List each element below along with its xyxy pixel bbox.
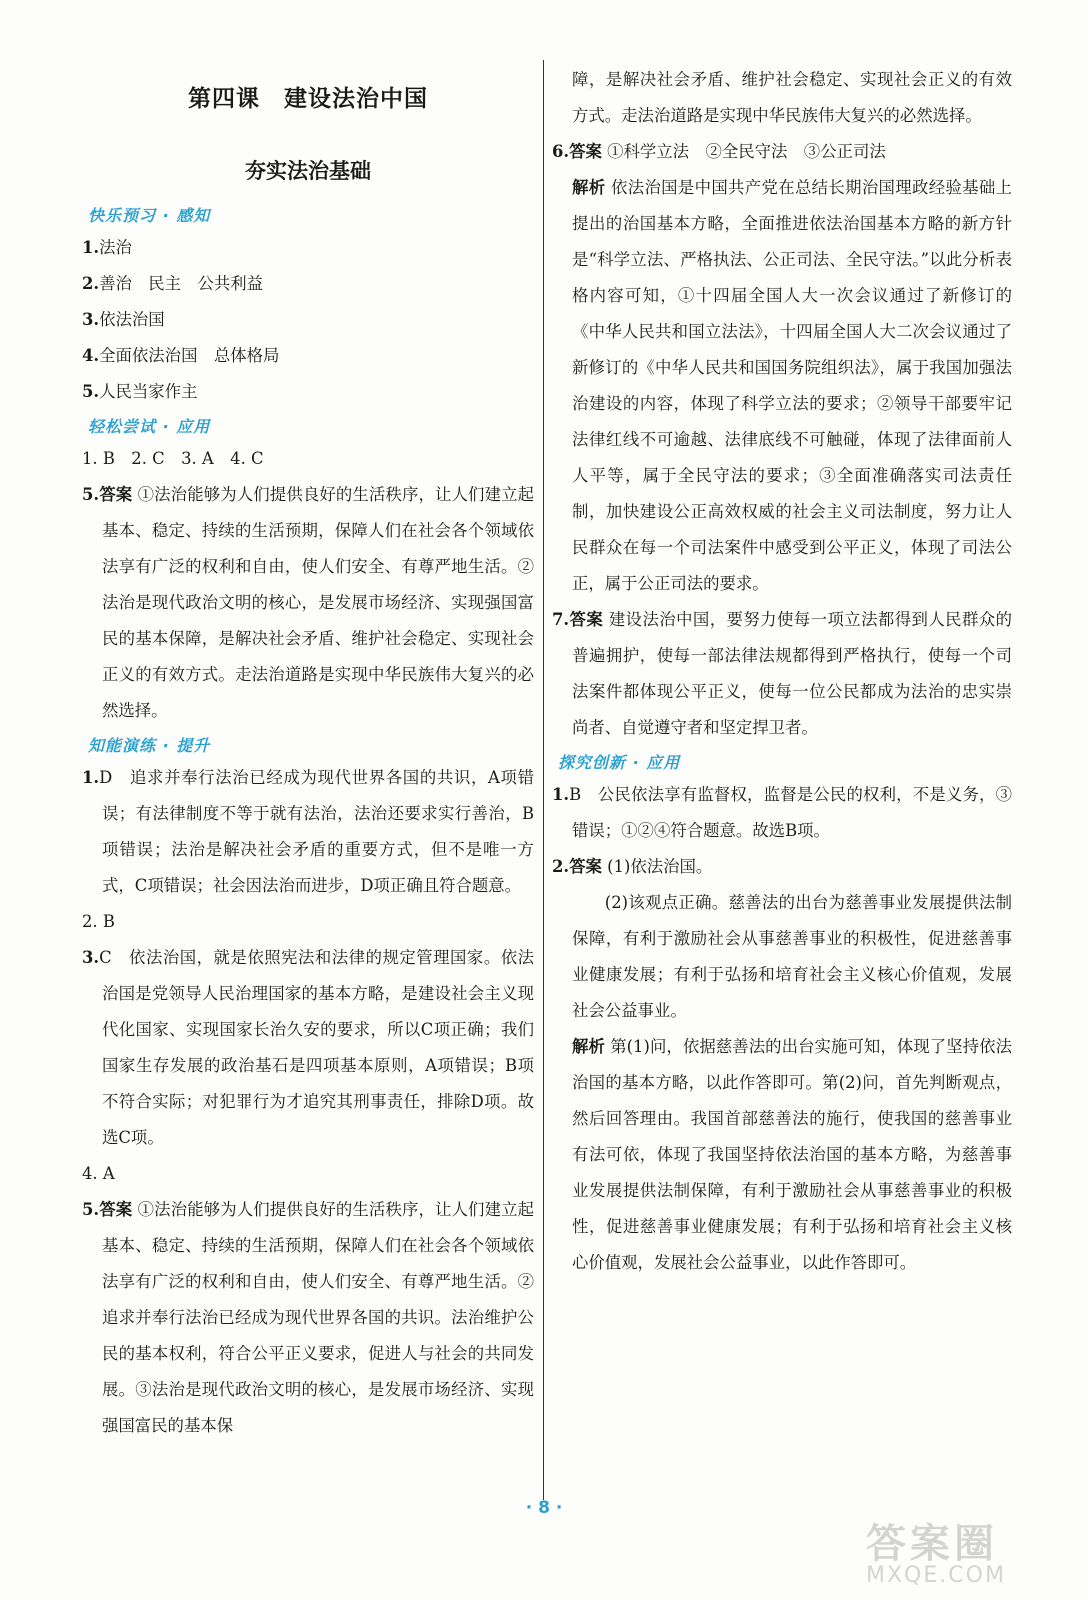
watermark-sub: MXQE.COM bbox=[866, 1563, 1006, 1588]
practice-q2: 2. B bbox=[82, 912, 115, 931]
section-heading-practice: 知能演练 · 提升 bbox=[88, 736, 211, 755]
section-title: 夯实法治基础 bbox=[245, 158, 371, 183]
explore-q2-part2: (2)该观点正确。慈善法的出台为慈善事业发展提供法制保障，有利于激励社会从事慈善事业的积极性，促进慈善事业健康发展；有利于弘扬和培育社会主义核心价值观，发展社会公益事业。 bbox=[572, 893, 1012, 1020]
explore-q2-analysis: 解析 第(1)问，依据慈善法的出台实施可知，体现了坚持依法治国的基本方略，以此作答即可。第(2)问，首先判断观点，然后回答理由。我国首部慈善法的施行，使我国的慈善事业有法可依，体现了我国坚持依法治国的基本方略，为慈善事业发展提供法制保障，有利于激励社会从事慈善事业的积极性，促进慈善事业健康发展；有利于弘扬和培育社会主义核心价值观，发展社会公益事业，以此作答即可。 bbox=[572, 1037, 1012, 1272]
page-number: · 8 · bbox=[525, 1498, 563, 1518]
section-heading-try: 轻松尝试 · 应用 bbox=[88, 417, 211, 436]
watermark-main: 答案圈 bbox=[866, 1521, 998, 1567]
preview-item: 2.善治 民主 公共利益 bbox=[82, 274, 264, 293]
preview-item: 4.全面依法治国 总体格局 bbox=[82, 346, 280, 365]
left-column bbox=[82, 70, 534, 1444]
right-column bbox=[552, 62, 1012, 1281]
lesson-title: 第四课 建设法治中国 bbox=[188, 85, 428, 112]
explore-q2-answer: 2.答案 (1)依法治国。 bbox=[552, 857, 713, 876]
q6-answer: 6.答案 ①科学立法 ②全民守法 ③公正司法 bbox=[552, 142, 886, 161]
practice-q4: 4. A bbox=[82, 1164, 115, 1183]
preview-item: 1.法治 bbox=[82, 238, 132, 257]
q7-answer: 7.答案 建设法治中国，要努力使每一项立法都得到人民群众的普遍拥护，使每一部法律法规都得到严格执行，使每一个司法案件都体现公平正义，使每一位公民都成为法治的忠实崇尚者、自觉遵守者和坚定捍卫者。 bbox=[552, 610, 1012, 737]
q6-analysis: 解析 依法治国是中国共产党在总结长期治国理政经验基础上提出的治国基本方略，全面推进依法治国基本方略的新方针是“科学立法、严格执法、公正司法、全民守法。”以此分析表格内容可知，①十四届全国人大一次会议通过了新修订的《中华人民共和国立法法》，十四届全国人大二次会议通过了新修订的《中华人民共和国国务院组织法》，属于我国加强法治建设的内容，体现了科学立法的要求；②领导干部要牢记法律红线不可逾越、法律底线不可触碰，体现了法律面前人人平等，属于全民守法的要求；③全面准确落实司法责任制，加快建设公正高效权威的社会主义司法制度，努力让人民群众在每一个司法案件中感受到公平正义，体现了司法公正，属于公正司法的要求。 bbox=[572, 178, 1013, 593]
column-divider bbox=[543, 60, 544, 1500]
watermark-logo bbox=[866, 1512, 1066, 1588]
practice-q5: 5.答案 ①法治能够为人们提供良好的生活秩序，让人们建立起基本、稳定、持续的生活预期，保障人们在社会各个领域依法享有广泛的权利和自由，使人们安全、有尊严地生活。②追求并奉行法治已经成为现代世界各国的共识。法治维护公民的基本权利，符合公平正义要求，促进人与社会的共同发展。③法治是现代政治文明的核心，是发展市场经济、实现强国富民的基本保 bbox=[82, 1200, 534, 1435]
continued-text: 障，是解决社会矛盾、维护社会稳定、实现社会正义的有效方式。走法治道路是实现中华民族伟大复兴的必然选择。 bbox=[572, 70, 1012, 125]
section-heading-preview: 快乐预习 · 感知 bbox=[88, 206, 211, 225]
try-mc-answers: 1. B 2. C 3. A 4. C bbox=[82, 449, 264, 468]
practice-q3: 3.C 依法治国，就是依照宪法和法律的规定管理国家。依法治国是党领导人民治理国家的基本方略，是建设社会主义现代化国家、实现国家长治久安的要求，所以C项正确；我们国家生存发展的政治基石是四项基本原则，A项错误；B项不符合实际；对犯罪行为才追究其刑事责任，排除D项。故选C项。 bbox=[82, 948, 534, 1147]
explore-q1: 1.B 公民依法享有监督权，监督是公民的权利，不是义务，③错误；①②④符合题意。故选B项。 bbox=[552, 785, 1012, 840]
preview-item: 5.人民当家作主 bbox=[82, 382, 198, 401]
try-q5-answer: 5.答案 ①法治能够为人们提供良好的生活秩序，让人们建立起基本、稳定、持续的生活预期，保障人们在社会各个领域依法享有广泛的权利和自由，使人们安全、有尊严地生活。②法治是现代政治文明的核心，是发展市场经济、实现强国富民的基本保障，是解决社会矛盾、维护社会稳定、实现社会正义的有效方式。走法治道路是实现中华民族伟大复兴的必然选择。 bbox=[82, 485, 534, 720]
preview-item: 3.依法治国 bbox=[82, 310, 165, 329]
preview-list bbox=[82, 230, 534, 410]
practice-q1: 1.D 追求并奉行法治已经成为现代世界各国的共识，A项错误；有法律制度不等于就有法治，法治还要求实行善治，B项错误；法治是解决社会矛盾的重要方式，但不是唯一方式，C项错误；社会因法治而进步，D项正确且符合题意。 bbox=[82, 768, 534, 895]
section-heading-explore: 探究创新 · 应用 bbox=[558, 753, 681, 772]
